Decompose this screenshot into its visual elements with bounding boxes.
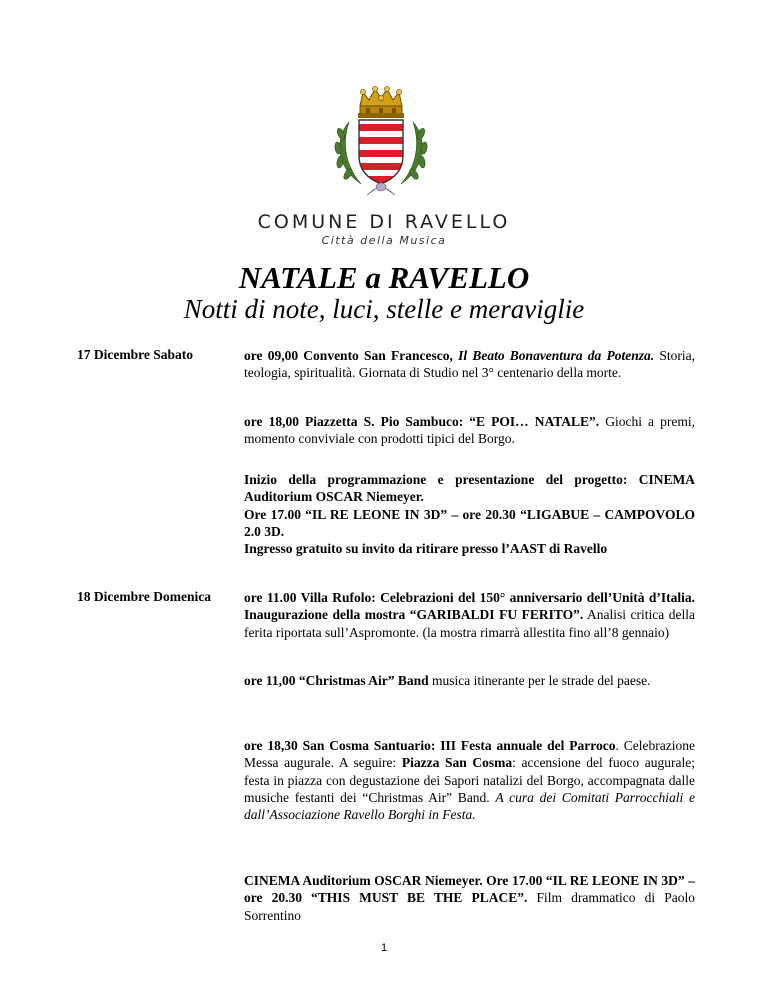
event-location: Piazza San Cosma (401, 755, 513, 771)
event-description: : accensione del fuoco augurale; festa in piazza con degustazione dei Sapori natalizi del Borgo, accompagnata dalle musiche festanti dei “Christmas Air” Band. (244, 755, 696, 805)
event-heading: ore 11.00 Villa Rufolo: Celebrazioni del 150° anniversario dell’Unità d’Italia. Inaugurazione della mostra “GARIBALDI FU FERITO”. (244, 590, 695, 623)
event-paragraph (244, 737, 695, 823)
event-description: Film drammatico di Paolo Sorrentino (244, 890, 695, 923)
day-label-17: 17 Dicembre Sabato (77, 347, 193, 362)
event-paragraph (244, 413, 695, 448)
event-paragraph (244, 471, 695, 557)
event-heading: ore 18,00 Piazzetta S. Pio Sambuco: “E POI… NATALE”. (244, 414, 600, 429)
city-motto: Città della Musica (321, 234, 447, 247)
event-paragraph (244, 589, 695, 641)
event-line: Ingresso gratuito su invito da ritirare presso l’AAST di Ravello (244, 541, 608, 557)
event-description: . Celebrazione Messa augurale. A seguire: (244, 738, 695, 771)
event-line: Ore 17.00 “IL RE LEONE IN 3D” – ore 20.30 “LIGABUE – CAMPOVOLO 2.0 3D. (244, 506, 695, 539)
event-heading: CINEMA Auditorium OSCAR Niemeyer. Ore 17.00 “IL RE LEONE IN 3D” – ore 20.30 “THIS MUST BE THE PLACE”. (244, 873, 695, 906)
event-description: musica itinerante per le strade del paese. (428, 673, 651, 688)
crown-icon (358, 86, 404, 118)
event-description: Giochi a premi, momento conviviale con prodotti tipici del Borgo. (244, 414, 695, 447)
event-heading: ore 18,30 San Cosma Santuario: III Festa annuale del Parroco (244, 738, 616, 753)
event-paragraph (244, 872, 695, 924)
event-description: Analisi critica della ferita riportata sull’Aspromonte. (la mostra rimarrà allestita fino all’8 gennaio) (244, 607, 695, 640)
comune-name: COMUNE DI RAVELLO (257, 211, 511, 233)
event-organizers: A cura dei Comitati Parrocchiali e dall’Associazione Ravello Borghi in Festa. (244, 789, 695, 823)
shield-icon (357, 118, 405, 188)
day-label-18: 18 Dicembre Domenica (77, 589, 211, 604)
event-line: Inizio della programmazione e presentazione del progetto: CINEMA Auditorium OSCAR Niemeyer. (244, 472, 695, 505)
event-paragraph (244, 672, 695, 689)
page-number: 1 (380, 942, 388, 954)
event-paragraph (244, 347, 695, 382)
page-subtitle: Notti di note, luci, stelle e meraviglie (183, 294, 585, 324)
event-title: Il Beato Bonaventura da Potenza. (458, 348, 655, 363)
event-description: Storia, teologia, spiritualità. Giornata di Studio nel 3° centenario della morte. (244, 348, 696, 381)
ribbon-icon (367, 183, 395, 195)
page-title: NATALE a RAVELLO (238, 260, 530, 295)
event-heading: ore 09,00 Convento San Francesco, (244, 348, 459, 363)
ravello-coat-of-arms (327, 86, 435, 196)
event-heading: ore 11,00 “Christmas Air” Band (244, 673, 429, 688)
